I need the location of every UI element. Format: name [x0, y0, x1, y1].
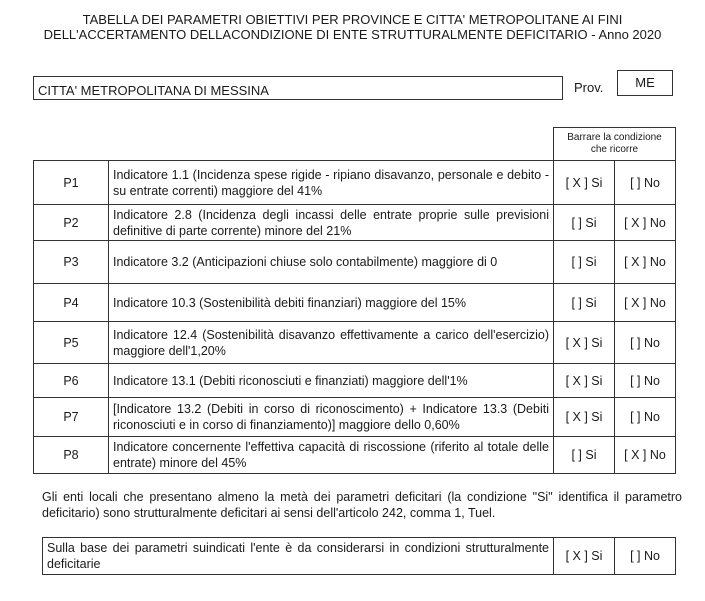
no-checkbox[interactable]: [ ] No [615, 364, 676, 398]
si-checkbox[interactable]: [ X ] Si [554, 322, 615, 364]
param-description: Indicatore 3.2 (Anticipazioni chiuse solo contabilmente) maggiore di 0 [109, 241, 554, 284]
table-row [34, 398, 676, 437]
parameters-table [33, 127, 676, 474]
conclusion-no-checkbox[interactable]: [ ] No [615, 538, 676, 575]
no-checkbox[interactable]: [ ] No [615, 322, 676, 364]
conclusion-si-checkbox[interactable]: [ X ] Si [554, 538, 615, 575]
no-checkbox[interactable]: [ X ] No [615, 205, 676, 241]
no-checkbox[interactable]: [ ] No [615, 161, 676, 205]
param-description: Indicatore 13.1 (Debiti riconosciuti e finanziati) maggiore dell'1% [109, 364, 554, 398]
title-line-2: DELL'ACCERTAMENTO DELLACONDIZIONE DI ENTE STRUTTURALMENTE DEFICITARIO - Anno 2020 [43, 27, 662, 42]
param-description: Indicatore 12.4 (Sostenibilità disavanzo effettivamente a carico dell'esercizio) maggiore dell'1,20% [109, 322, 554, 364]
param-description: [Indicatore 13.2 (Debiti in corso di riconoscimento) + Indicatore 13.3 (Debiti riconosciuti e in corso di finanziamento)] maggiore dello 0,60% [109, 398, 554, 437]
si-checkbox[interactable]: [ X ] Si [554, 161, 615, 205]
ente-name-field: CITTA' METROPOLITANA DI MESSINA [33, 76, 563, 100]
table-row [34, 284, 676, 322]
conclusion-text: Sulla base dei parametri suindicati l'ente è da considerarsi in condizioni strutturalmente deficitarie [43, 538, 554, 575]
prov-label: Prov. [574, 80, 604, 95]
conclusion-table [42, 537, 676, 575]
param-code: P5 [34, 322, 109, 364]
document-title [0, 12, 705, 42]
header-barrare-label: Barrare la condizione che ricorre [554, 128, 676, 161]
table-header-row [34, 128, 676, 161]
note-paragraph: Gli enti locali che presentano almeno la metà dei parametri deficitari (la condizione "Si" identifica il parametro deficitario) sono strutturalmente deficitari ai sensi dell'articolo 242, comma 1, Tuel. [42, 490, 682, 520]
param-description: Indicatore 1.1 (Incidenza spese rigide - ripiano disavanzo, personale e debito - su entrate correnti) maggiore del 41% [109, 161, 554, 205]
table-row [34, 437, 676, 474]
si-checkbox[interactable]: [ X ] Si [554, 398, 615, 437]
si-checkbox[interactable]: [ X ] Si [554, 364, 615, 398]
param-description: Indicatore 2.8 (Incidenza degli incassi delle entrate proprie sulle previsioni definitive di parte corrente) minore del 21% [109, 205, 554, 241]
no-checkbox[interactable]: [ X ] No [615, 437, 676, 474]
param-description: Indicatore concernente l'effettiva capacità di riscossione (riferito al totale delle entrate) minore del 45% [109, 437, 554, 474]
si-checkbox[interactable]: [ ] Si [554, 241, 615, 284]
prov-value-field: ME [617, 70, 673, 96]
si-checkbox[interactable]: [ ] Si [554, 284, 615, 322]
conclusion-row [43, 538, 676, 575]
param-code: P8 [34, 437, 109, 474]
param-code: P3 [34, 241, 109, 284]
no-checkbox[interactable]: [ X ] No [615, 241, 676, 284]
si-checkbox[interactable]: [ ] Si [554, 205, 615, 241]
table-row [34, 364, 676, 398]
param-code: P7 [34, 398, 109, 437]
si-checkbox[interactable]: [ ] Si [554, 437, 615, 474]
no-checkbox[interactable]: [ X ] No [615, 284, 676, 322]
table-row [34, 161, 676, 205]
table-row [34, 205, 676, 241]
param-code: P1 [34, 161, 109, 205]
table-row [34, 322, 676, 364]
table-row [34, 241, 676, 284]
param-code: P2 [34, 205, 109, 241]
param-code: P6 [34, 364, 109, 398]
param-description: Indicatore 10.3 (Sostenibilità debiti finanziari) maggiore del 15% [109, 284, 554, 322]
param-code: P4 [34, 284, 109, 322]
no-checkbox[interactable]: [ ] No [615, 398, 676, 437]
title-line-1: TABELLA DEI PARAMETRI OBIETTIVI PER PROVINCE E CITTA' METROPOLITANE AI FINI [82, 12, 623, 27]
